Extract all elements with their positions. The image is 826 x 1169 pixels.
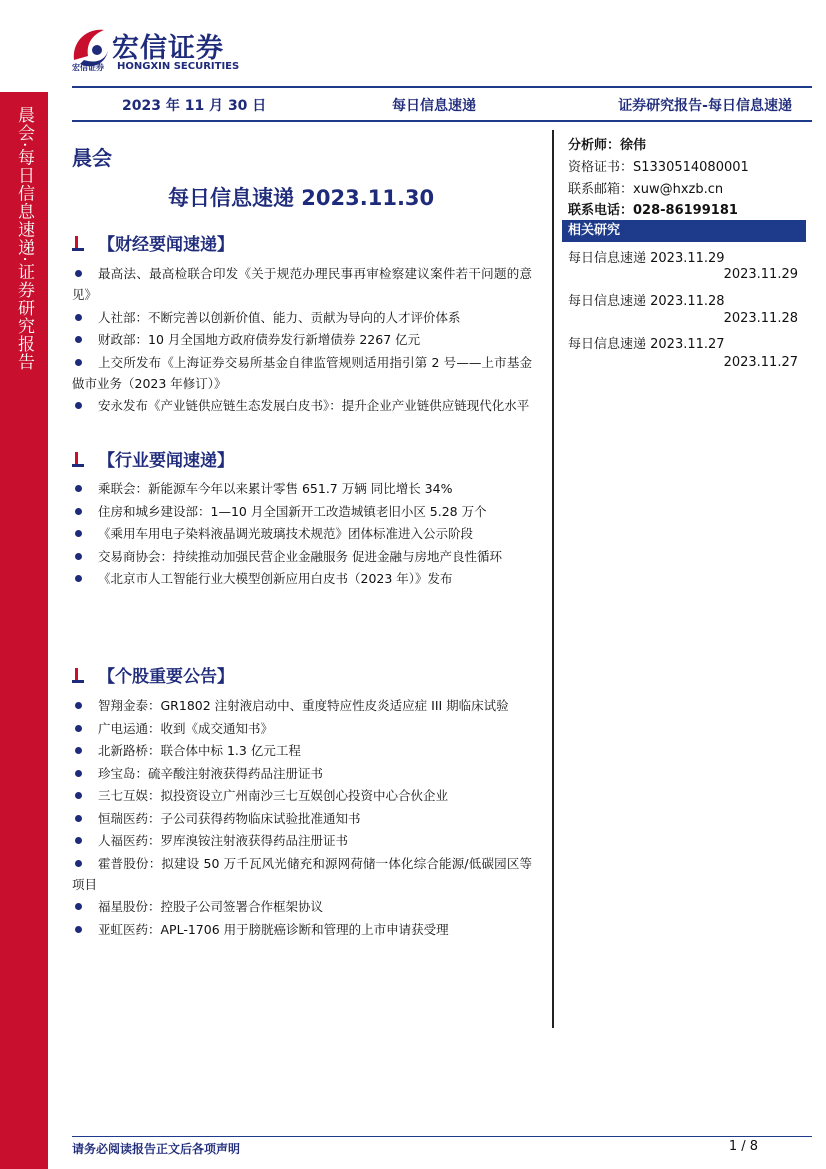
footer-divider bbox=[72, 1136, 812, 1137]
list-item: 智翔金泰：GR1802 注射液启动中、重度特应性皮炎适应症 III 期临床试验 bbox=[72, 695, 532, 716]
bullet-icon bbox=[75, 926, 82, 933]
logo-sub-en: HONGXIN SECURITIES bbox=[117, 61, 240, 72]
sector-label: 晨会 bbox=[72, 146, 112, 170]
list-item: 安永发布《产业链供应链生态发展白皮书》：提升企业产业链供应链现代化水平 bbox=[72, 395, 532, 416]
analyst-license: 资格证书：S1330514080001 bbox=[568, 160, 749, 175]
page-title: 每日信息速递 2023.11.30 bbox=[168, 186, 435, 210]
report-date: 2023 年 11 月 30 日 bbox=[122, 98, 267, 114]
stock-announcement-list bbox=[72, 695, 532, 941]
column-divider bbox=[552, 130, 554, 1028]
section-heading-industry: 【行业要闻速递】 bbox=[72, 446, 234, 471]
list-item: 乘联会：新能源车今年以来累计零售 651.7 万辆 同比增长 34% bbox=[72, 478, 532, 499]
bullet-icon bbox=[75, 359, 82, 366]
list-item: 人福医药：罗库溴铵注射液获得药品注册证书 bbox=[72, 830, 532, 851]
sidebar-band bbox=[0, 92, 48, 1169]
section-marker-icon bbox=[72, 668, 88, 684]
list-item: 广电运通：收到《成交通知书》 bbox=[72, 718, 532, 739]
page-number: 1 / 8 bbox=[728, 1139, 758, 1154]
bullet-icon bbox=[75, 270, 82, 277]
bullet-icon bbox=[75, 792, 82, 799]
list-item: 交易商协会：持续推动加强民营企业金融服务 促进金融与房地产良性循环 bbox=[72, 546, 532, 567]
list-item: 最高法、最高检联合印发《关于规范办理民事再审检察建议案件若干问题的意见》 bbox=[72, 266, 532, 302]
list-item: 三七互娱：拟投资设立广州南沙三七互娱创心投资中心合伙企业 bbox=[72, 785, 532, 806]
bullet-icon bbox=[75, 837, 82, 844]
bullet-icon bbox=[75, 508, 82, 515]
bullet-icon bbox=[75, 770, 82, 777]
bullet-icon bbox=[75, 815, 82, 822]
bullet-icon bbox=[75, 530, 82, 537]
section-heading-finance: 【财经要闻速递】 bbox=[72, 230, 234, 255]
section-heading-stocks: 【个股重要公告】 bbox=[72, 662, 234, 687]
related-item-date: 2023.11.28 bbox=[723, 311, 798, 326]
list-item: 财政部：10 月全国地方政府债券发行新增债券 2267 亿元 bbox=[72, 329, 532, 350]
sidebar-label: 晨会·每日信息速递·证券研究报告 bbox=[14, 106, 34, 371]
related-research-heading: 相关研究 bbox=[562, 220, 806, 242]
section-marker-icon bbox=[72, 452, 88, 468]
bullet-icon bbox=[75, 860, 82, 867]
bullet-icon bbox=[75, 336, 82, 343]
related-item-date: 2023.11.29 bbox=[723, 267, 798, 282]
bullet-icon bbox=[75, 903, 82, 910]
logo-sub-cn: 宏信证券 bbox=[72, 63, 104, 72]
list-item: 北新路桥：联合体中标 1.3 亿元工程 bbox=[72, 740, 532, 761]
bullet-icon bbox=[75, 314, 82, 321]
footer-disclaimer: 请务必阅读报告正文后各项声明 bbox=[72, 1142, 241, 1156]
bullet-icon bbox=[75, 402, 82, 409]
bullet-icon bbox=[75, 747, 82, 754]
report-category: 每日信息速递 bbox=[392, 98, 476, 114]
bullet-icon bbox=[75, 553, 82, 560]
related-item-date: 2023.11.27 bbox=[723, 355, 798, 370]
logo-wordmark-cn: 宏信证券 bbox=[112, 33, 224, 64]
related-item-title[interactable]: 每日信息速递 2023.11.27 bbox=[568, 337, 725, 352]
bullet-icon bbox=[75, 485, 82, 492]
section-marker-icon bbox=[72, 236, 88, 252]
related-item-title[interactable]: 每日信息速递 2023.11.28 bbox=[568, 294, 725, 309]
list-item: 霍普股份：拟建设 50 万千瓦风光储充和源网荷储一体化综合能源/低碳园区等项目 bbox=[72, 855, 532, 892]
report-type: 证券研究报告-每日信息速递 bbox=[618, 98, 792, 114]
list-item: 亚虹医药：APL-1706 用于膀胱癌诊断和管理的上市申请获受理 bbox=[72, 919, 532, 940]
list-item: 珍宝岛：硫辛酸注射液获得药品注册证书 bbox=[72, 763, 532, 784]
list-item: 福星股份：控股子公司签署合作框架协议 bbox=[72, 896, 532, 917]
bullet-icon bbox=[75, 702, 82, 709]
analyst-phone: 联系电话：028-86199181 bbox=[568, 203, 738, 218]
report-header-band bbox=[72, 86, 812, 122]
list-item: 住房和城乡建设部：1—10 月全国新开工改造城镇老旧小区 5.28 万个 bbox=[72, 501, 532, 522]
list-item: 《乘用车用电子染料液晶调光玻璃技术规范》团体标准进入公示阶段 bbox=[72, 523, 532, 544]
bullet-icon bbox=[75, 725, 82, 732]
finance-news-list bbox=[72, 263, 532, 418]
list-item: 上交所发布《上海证券交易所基金自律监管规则适用指引第 2 号——上市基金做市业务（2023 年修订）》 bbox=[72, 354, 532, 391]
list-item: 人社部：不断完善以创新价值、能力、贡献为导向的人才评价体系 bbox=[72, 307, 532, 328]
list-item: 恒瑞医药：子公司获得药物临床试验批准通知书 bbox=[72, 808, 532, 829]
related-item-title[interactable]: 每日信息速递 2023.11.29 bbox=[568, 251, 725, 266]
analyst-name: 分析师：徐伟 bbox=[568, 138, 647, 153]
bullet-icon bbox=[75, 575, 82, 582]
industry-news-list bbox=[72, 478, 532, 591]
analyst-email: 联系邮箱：xuw@hxzb.cn bbox=[568, 182, 724, 197]
list-item: 《北京市人工智能行业大模型创新应用白皮书（2023 年）》发布 bbox=[72, 568, 532, 589]
